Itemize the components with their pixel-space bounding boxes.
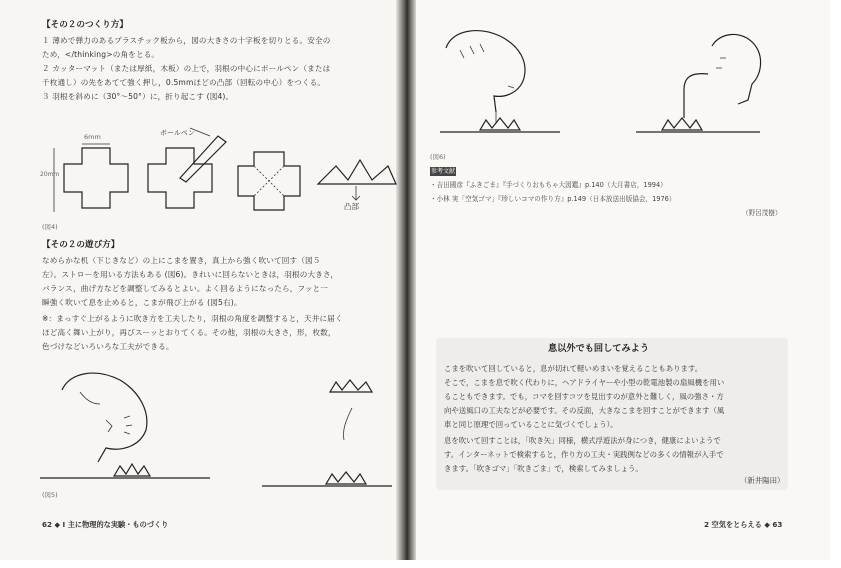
author-credit: （野呂茂樹） [742,209,782,217]
make-step-line: 千枚通し）の先をあてて強く押し，0.5mmほどの凸部（回転の中心）をつくる。 [42,78,326,87]
height-label: 20mm [40,171,60,178]
play-line: なめらかな机（下じきなど）の上にこまを置き，真上から強く吹いて回す（図５ [42,256,321,265]
make-heading: 【その２のつくり方】 [42,20,128,30]
play-heading: 【その２の遊び方】 [42,240,120,250]
spinning-top-fig6-left [480,118,520,130]
callout-line: 車と同じ原理で回っていることに気づくでしょう）。 [444,420,618,429]
callout-line: 息を吹いて回すことは，「吹き矢」同様，横式浮遊法が身につき，健康によいようで [444,436,721,445]
pen-label: ボールペン [160,129,195,137]
callout-line: こまを吹いて回していると，息が切れて軽いめまいを覚えることもあります。 [444,364,703,373]
callout-line: きます。「吹きゴマ」「吹きごま」で，検索してみましょう。 [444,464,643,473]
reference-line: ・吉田國彦『ふきごま』『手づくりおもちゃ大図鑑』p.140（大月書店，1994） [430,181,667,189]
figure-5-caption: (図5) [42,491,58,499]
child-face-straw [712,34,761,104]
play-line: バランス，曲げ方などを調整してみるとよい。よく回るようになったら，フッと一 [42,284,328,293]
right-folio: 2 空気をとらえる ◆ 63 [704,520,783,529]
play-line: ※：まっすぐ上がるように吹き方を工夫したり，羽根の角度を調整すると，天井に届く [42,314,343,323]
straw-icon [684,74,708,118]
make-step-line: ３ 羽根を斜めに（30°〜50°）に，折り起こす (図4)。 [42,92,234,101]
play-line: 色づけなどいろいろな工夫ができる。 [42,342,174,351]
width-label: 6mm [84,133,101,141]
callout-signature: （新井陽田） [740,476,785,485]
play-line: ほど高く舞い上がり，再びスーッとおりてくる。その他，羽根の大きさ，形，枚数， [42,328,336,337]
spinning-top-fig6-right [662,118,702,130]
make-step-line: １ 薄めで弾力のあるプラスチック板から，図の大きさの十字板を切りとる。安全の [42,36,331,45]
figure-6-caption: (図6) [430,153,446,161]
callout-title: 息以外でも回してみよう [548,343,650,354]
child-face-blowing [446,31,525,112]
figure-4-caption: (図4) [42,223,58,231]
play-line: 瞬強く吹いて息を止めると，こまが飛び上がる (図5右)。 [42,298,242,307]
references-badge: 参考文献 [430,168,455,175]
play-line: 左）。ストローを用いる方法もある (図6)。きれいに回らないときは，羽根の大きさ， [42,270,339,279]
left-folio: 62 ◆ Ⅰ 主に物理的な実験・ものづくり [42,520,169,529]
make-step-line: ２ カッターマット（または厚紙，木板）の上で，羽根の中心にボールペン（または [42,64,331,73]
make-step-line: ため，</thinking>の角をとる。 [42,50,160,59]
callout-line: す。インターネットで検索すると，作り方の工夫・実践例などの多くの情報が入手で [444,450,724,459]
reference-line: ・小林 実「空気ゴマ」『珍しいコマの作り方』p.149（日本放送出版協会，1976） [430,195,676,203]
convex-label: 凸部 [344,202,359,211]
callout-line: 向や送風口の工夫などが必要です。その反面，大きなこまを回すことができます（風 [444,406,725,415]
callout-line: ることもできます。でも，コマを回すコツを見出すのが意外と難しく，風の強さ・方 [444,392,724,401]
callout-line: そこで，こまを息で吹く代わりに，ヘアドライヤーや小型の乾電池製の扇風機を用い [444,378,725,387]
